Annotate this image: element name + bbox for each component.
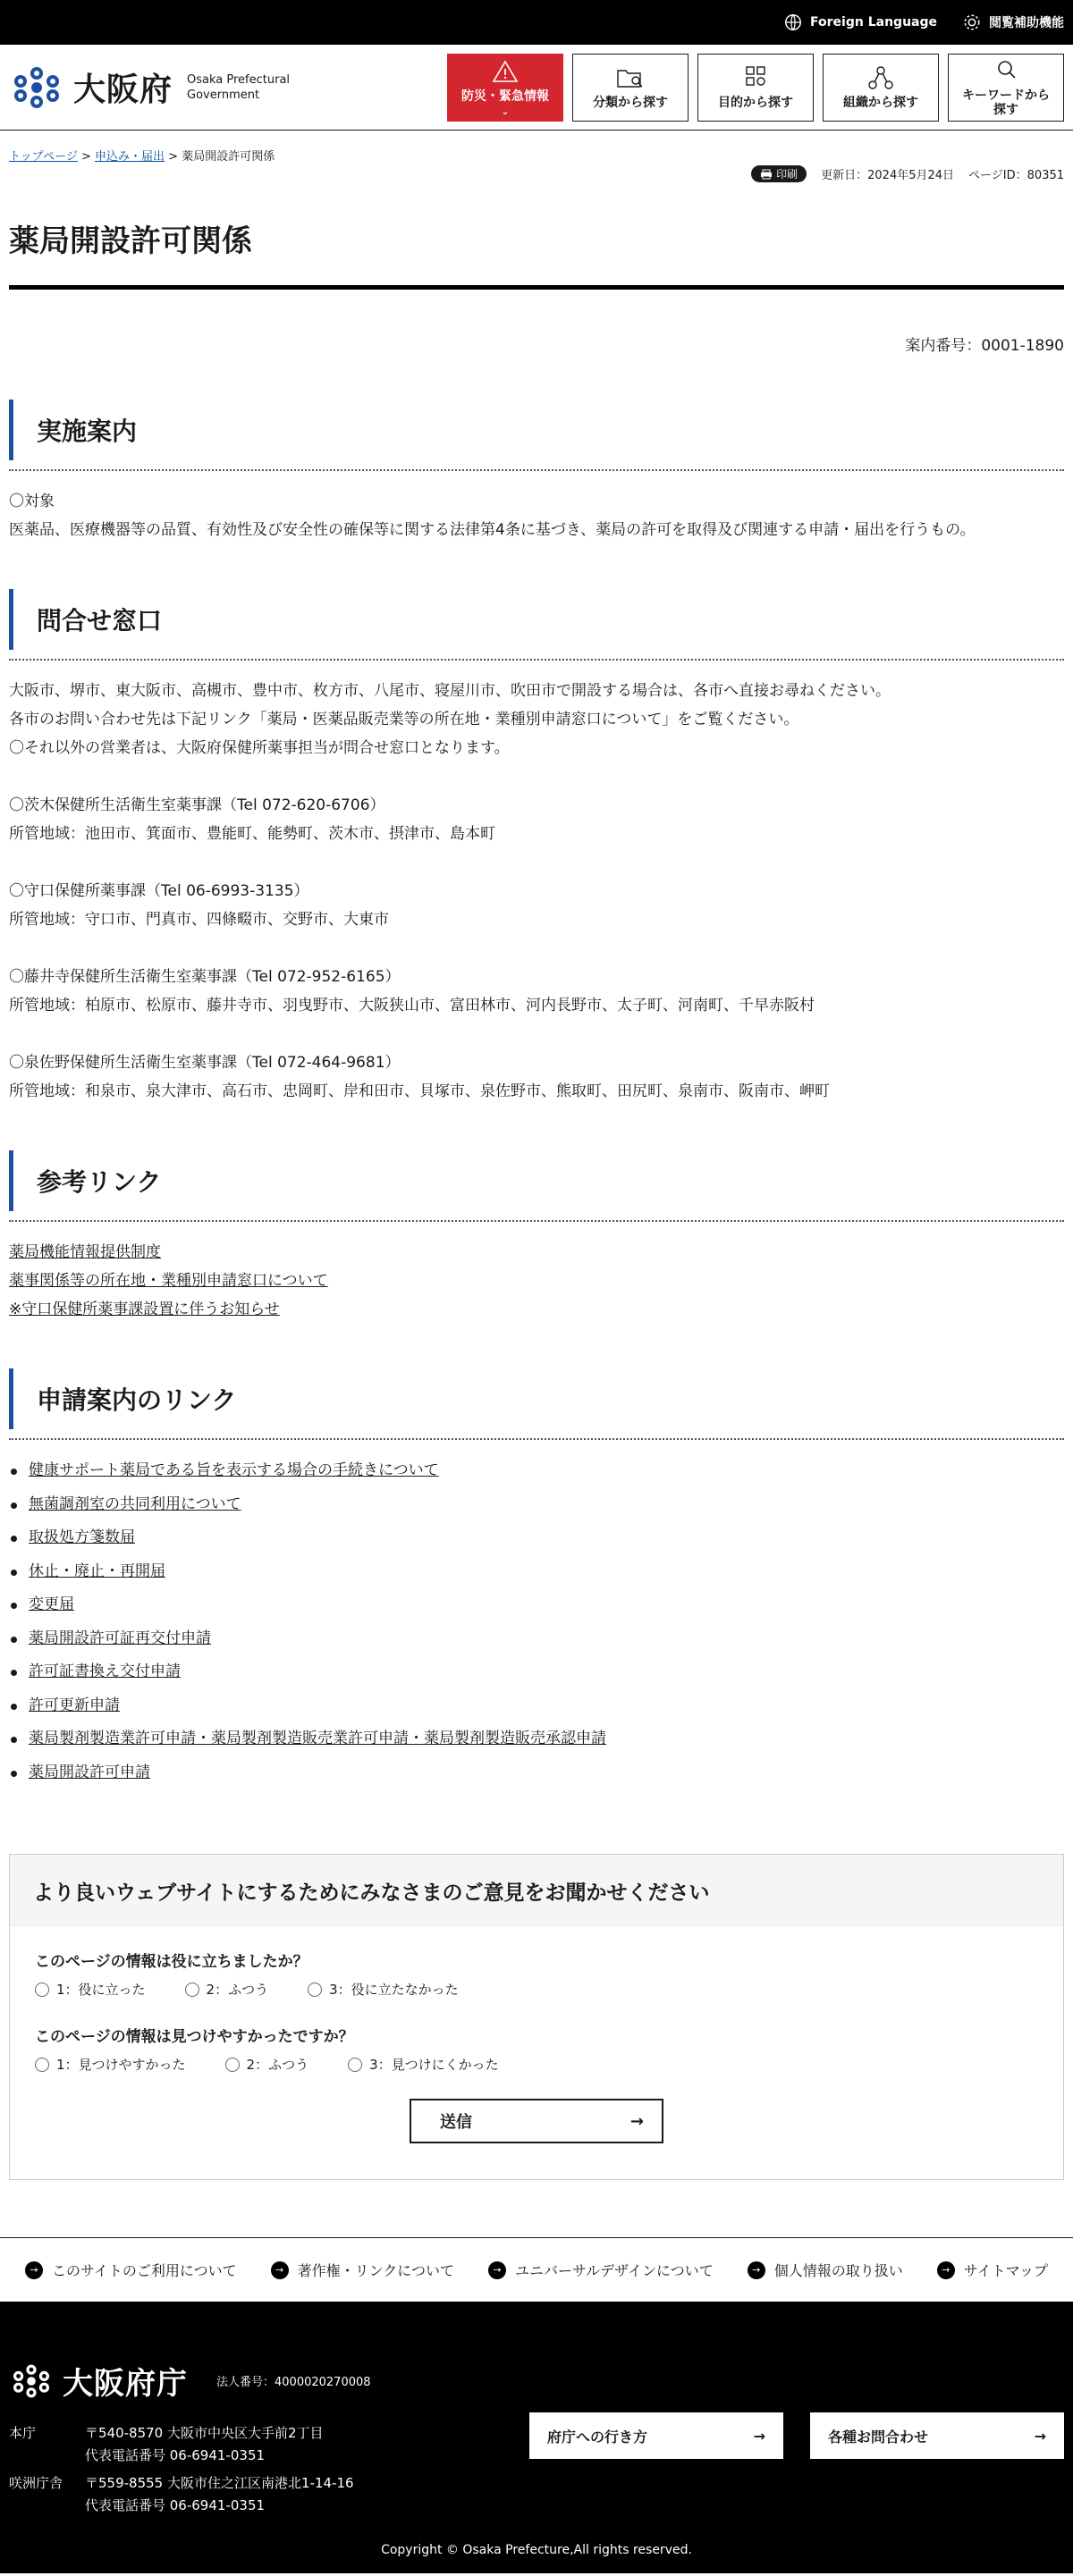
list-item [9,1488,1064,1522]
footer-link-privacy[interactable] [748,2260,903,2280]
submit-label: 送信 [440,2113,472,2132]
site-logo[interactable] [9,64,290,110]
list-item [9,1722,1064,1756]
office-name: 〇泉佐野保健所生活衛生室薬事課（Tel 072-464-9681） [9,1054,401,1072]
access-button[interactable] [529,2412,783,2459]
question-findability: このページの情報は見つけやすかったですか？ [35,2028,354,2046]
office-name: 〇茨木保健所生活衛生室薬事課（Tel 072-620-6706） [9,796,385,814]
site-header [0,45,1073,130]
radio-button[interactable] [348,2058,362,2072]
grid-icon [741,65,770,90]
nav-emergency-button[interactable] [447,54,563,122]
guide-number: 案内番号：0001-1890 [905,337,1064,355]
nav-keyword-label [962,88,1050,117]
access-label: 府庁への行き方 [547,2428,648,2446]
footer-link-universal-design[interactable] [488,2260,714,2280]
footer-link-label: 著作権・リンクについて [297,2262,454,2279]
arrow-circle-icon: → [271,2261,289,2279]
accessibility-link[interactable] [962,13,1064,32]
page-id: ページID：80351 [968,169,1064,182]
search-icon [992,58,1020,83]
list-item [9,1555,1064,1589]
logo-english-line1: Osaka Prefectural [187,72,291,87]
prefecture-emblem-icon [9,2363,54,2399]
logo-japanese: 大阪府 [73,72,173,108]
application-link[interactable]: 休止・廃止・再開届 [29,1562,165,1580]
nav-keyword-label-line1: キーワードから [962,88,1050,103]
radio-button[interactable] [35,1983,49,1997]
application-link[interactable]: 許可更新申請 [29,1696,120,1714]
arrow-circle-icon: → [25,2261,43,2279]
radio-button[interactable] [308,1983,322,1997]
list-item [9,1521,1064,1555]
nav-keyword-label-line2: 探す [993,102,1018,117]
implementation-section [0,460,1073,544]
feedback-body [10,1927,1063,2179]
footer-link-label: ユニバーサルデザインについて [514,2262,714,2279]
office-area: 所管地域：池田市、箕面市、豊能町、能勢町、茨木市、摂津市、島本町 [9,825,495,843]
footer-link-copyright[interactable] [271,2260,454,2280]
footer-link-label: このサイトのご利用について [52,2262,237,2279]
phone-line: 代表電話番号 06-6941-0351 [85,2497,266,2513]
nav-purpose-label: 目的から探す [718,95,793,110]
radio-button[interactable] [185,1983,199,1997]
breadcrumb-parent-link[interactable]: 申込み・届出 [95,150,165,164]
submit-button[interactable] [410,2099,663,2143]
address-line: 〒540-8570 大阪市中央区大手前2丁目 [85,2425,324,2441]
office-name: 〇藤井寺保健所生活衛生室薬事課（Tel 072-952-6165） [9,968,401,986]
address-label: 本庁 [9,2425,37,2441]
nav-purpose-button[interactable] [697,54,814,122]
reference-links [0,1211,1073,1324]
updated-date: 更新日：2024年5月24日 [821,169,955,182]
reference-link[interactable]: 薬事関係等の所在地・業種別申請窓口について [9,1272,328,1290]
contact-label: 各種お問合わせ [828,2428,929,2446]
section-heading-contact: 問合せ窓口 [9,589,1064,650]
radio-button[interactable] [35,2058,49,2072]
arrow-right-icon: → [1034,2427,1046,2445]
findability-option-3[interactable] [348,2055,499,2074]
option-label: 1：役に立った [56,1982,146,1998]
usefulness-option-1[interactable] [35,1980,146,1999]
globe-icon [783,13,803,32]
arrow-right-icon: → [753,2427,765,2445]
application-link[interactable]: 変更届 [29,1595,74,1613]
utility-bar [0,0,1073,45]
option-label: 1：見つけやすかった [56,2057,186,2073]
footer-buttons [529,2412,1064,2459]
application-links [0,1429,1073,1789]
breadcrumb-separator: > [165,150,182,164]
breadcrumb-current: 薬局開設許可関係 [182,150,275,164]
folder-search-icon [616,65,645,90]
breadcrumb-home-link[interactable]: トップページ [9,150,78,164]
application-link[interactable]: 健康サポート薬局である旨を表示する場合の手続きについて [29,1461,439,1479]
organization-icon [866,65,895,90]
office-name: 〇守口保健所薬事課（Tel 06-6993-3135） [9,882,309,900]
target-text: 医薬品、医療機器等の品質、有効性及び安全性の確保等に関する法律第4条に基づき、薬局の許可を取得及び関連する申請・届出を行うもの。 [9,521,976,539]
contact-button[interactable] [810,2412,1064,2459]
section-heading-reference: 参考リンク [9,1150,1064,1211]
section-heading-implementation: 実施案内 [9,400,1064,460]
nav-category-label: 分類から探す [593,95,668,110]
list-item [9,1655,1064,1689]
option-label: 2：ふつう [246,2057,309,2073]
nav-organization-label: 組織から探す [843,95,918,110]
feedback-form [9,1854,1064,2180]
footer-link-label: 個人情報の取り扱い [773,2262,903,2279]
findability-options [35,2055,1038,2074]
feedback-heading: より良いウェブサイトにするためにみなさまのご意見をお聞かせください [10,1855,1063,1927]
application-link[interactable]: 薬局開設許可申請 [29,1763,150,1781]
application-link[interactable]: 許可証書換え交付申請 [29,1663,181,1680]
nav-organization-button[interactable] [823,54,939,122]
logo-english-line2: Government [187,88,260,102]
arrow-circle-icon: → [488,2261,506,2279]
list-item [9,1756,1064,1790]
address-sakishima [9,2472,1064,2517]
application-link[interactable]: 取扱処方箋数届 [29,1528,135,1546]
accessibility-label: 閲覧補助機能 [989,16,1064,30]
printer-icon [760,169,773,180]
global-nav [447,54,1064,122]
usefulness-option-2[interactable] [185,1980,269,1999]
option-label: 2：ふつう [206,1982,269,1998]
phone-line: 代表電話番号 06-6941-0351 [85,2447,266,2463]
footer-link-label: サイトマップ [963,2262,1048,2279]
breadcrumb [0,130,1073,164]
office-area: 所管地域：和泉市、泉大津市、高石市、忠岡町、岸和田市、貝塚市、泉佐野市、熊取町、田尻町、泉南市、阪南市、岬町 [9,1082,830,1100]
address-label: 咲洲庁舎 [9,2475,63,2491]
usefulness-options [35,1980,1038,1999]
warning-icon [491,59,520,84]
list-item [9,1622,1064,1656]
foreign-language-label: Foreign Language [810,15,937,29]
target-label: 〇対象 [9,492,55,510]
corporate-number: 法人番号：4000020270008 [216,2376,371,2389]
contact-paragraph: 〇それ以外の営業者は、大阪府保健所薬事担当が問合せ窓口となります。 [9,739,510,757]
gear-icon [962,13,982,32]
reference-link[interactable]: 薬局機能情報提供制度 [9,1243,161,1261]
page-meta [0,164,1073,182]
copyright: Copyright © Osaka Prefecture,All rights reserved. [381,2543,692,2557]
findability-option-2[interactable] [225,2055,309,2074]
footer-link-usage[interactable] [25,2260,237,2280]
option-label: 3：見つけにくかった [369,2057,499,2073]
findability-option-1[interactable] [35,2055,186,2074]
application-link[interactable]: 無菌調剤室の共同利用について [29,1494,241,1513]
contact-paragraph: 各市のお問い合わせ先は下記リンク「薬局・医薬品販売業等の所在地・業種別申請窓口について」をご覧ください。 [9,711,799,728]
option-label: 3：役に立たなかった [329,1982,459,1998]
reference-link[interactable]: ※守口保健所薬事課設置に伴うお知らせ [9,1301,280,1318]
list-item [9,1689,1064,1723]
radio-button[interactable] [225,2058,240,2072]
print-button[interactable] [751,165,807,182]
application-link[interactable]: 薬局開設許可証再交付申請 [29,1629,211,1647]
contact-section [0,650,1073,1106]
contact-paragraph: 大阪市、堺市、東大阪市、高槻市、豊中市、枚方市、八尾市、寝屋川市、吹田市で開設する場合は、各市へ直接お尋ねください。 [9,682,891,700]
arrow-right-icon: → [629,2111,644,2131]
office-area: 所管地域：守口市、門真市、四條畷市、交野市、大東市 [9,911,389,929]
breadcrumb-separator: > [77,150,96,164]
footer-link-sitemap[interactable] [937,2260,1048,2280]
question-usefulness: このページの情報は役に立ちましたか？ [35,1953,308,1971]
nav-category-button[interactable] [572,54,689,122]
nav-keyword-button[interactable] [948,54,1064,122]
chevron-down-icon: ⌄ [501,106,510,117]
footer-logo-text: 大阪府庁 [63,2366,188,2402]
foreign-language-link[interactable] [783,13,937,32]
site-footer [0,2302,1073,2573]
prefecture-emblem-icon [9,65,64,110]
list-item [9,1588,1064,1622]
office-area: 所管地域：柏原市、松原市、藤井寺市、羽曳野市、大阪狭山市、富田林市、河内長野市、太子町、河南町、千早赤阪村 [9,997,815,1014]
nav-emergency-label: 防災・緊急情報 [461,88,549,104]
logo-english [187,72,290,103]
print-label: 印刷 [776,168,798,181]
arrow-circle-icon: → [748,2261,765,2279]
usefulness-option-3[interactable] [308,1980,459,1999]
section-heading-applications: 申請案内のリンク [9,1368,1064,1429]
footer-links [0,2237,1073,2302]
list-item [9,1454,1064,1488]
page-title: 薬局開設許可関係 [9,216,1064,290]
arrow-circle-icon: → [937,2261,955,2279]
footer-logo [9,2302,1064,2403]
application-link[interactable]: 薬局製剤製造業許可申請・薬局製剤製造販売業許可申請・薬局製剤製造販売承認申請 [29,1730,606,1747]
address-line: 〒559-8555 大阪市住之江区南港北1-14-16 [85,2475,354,2491]
